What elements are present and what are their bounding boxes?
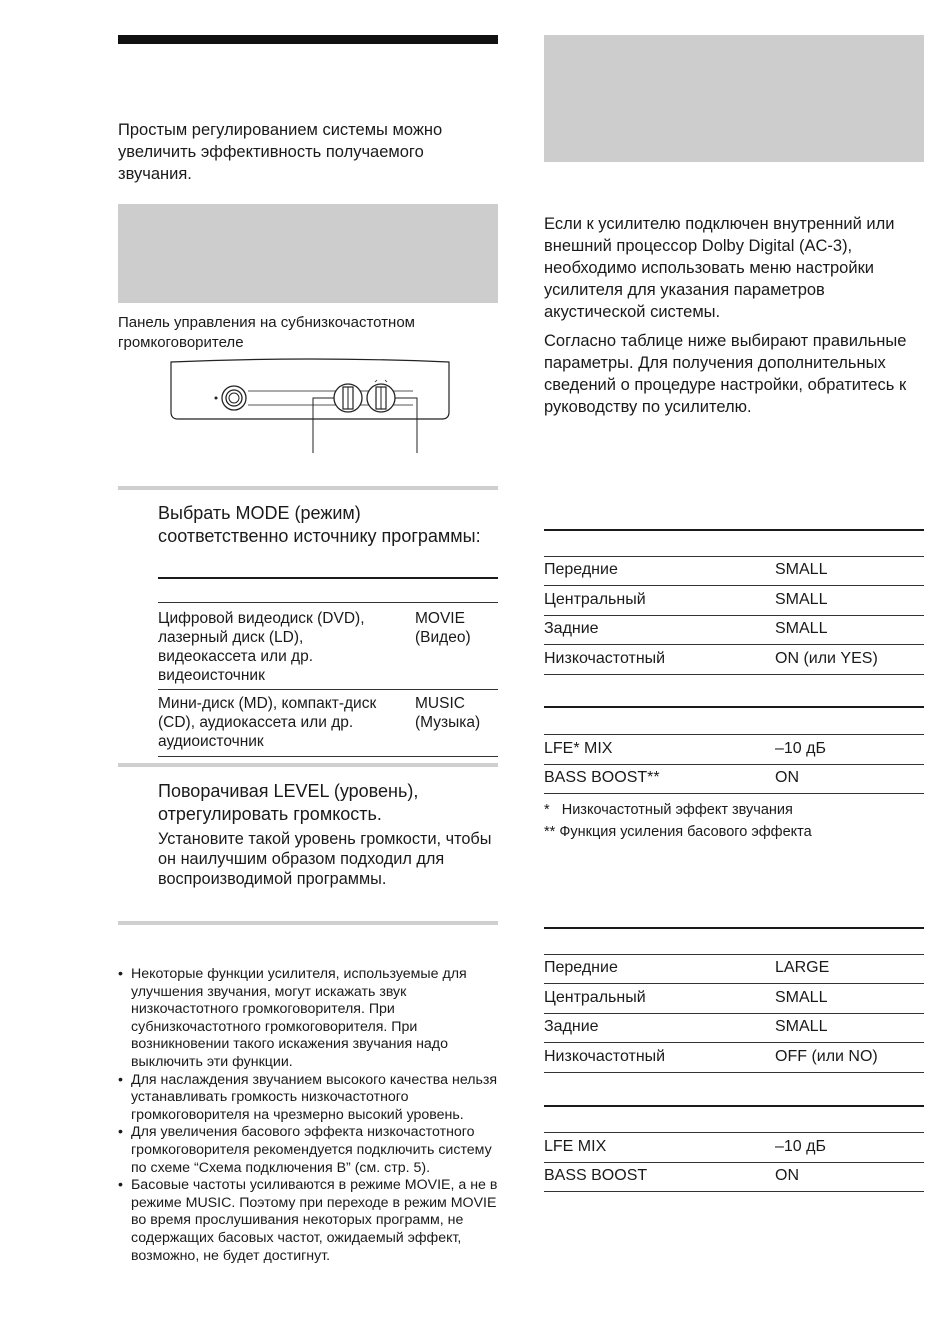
table3-bottom-rule	[544, 1072, 924, 1073]
grey-heading-block-left	[118, 204, 498, 303]
table2-value: ON	[775, 769, 799, 786]
level-knob-icon	[334, 384, 362, 412]
table-row-rule	[544, 585, 924, 586]
control-panel-diagram	[168, 358, 453, 453]
table4-value: –10 дБ	[775, 1138, 826, 1155]
table-row-rule	[544, 764, 924, 765]
mode-table-header-rule	[158, 602, 498, 603]
mode-value-music: MUSIC (Музыка)	[415, 695, 481, 731]
table3-top-rule	[544, 927, 924, 929]
table2-label: LFE* MIX	[544, 740, 613, 757]
table2-value: –10 дБ	[775, 740, 826, 757]
table1-label: Центральный	[544, 591, 646, 608]
note-item: • Для наслаждения звучанием высокого качества нельзя устанавливать громкость низкочастотного громкоговорителя на чрезмерно высокий уровень.	[118, 1072, 498, 1125]
section-top-bar	[118, 35, 498, 44]
table3-label: Низкочастотный	[544, 1048, 666, 1065]
table-row-rule	[544, 644, 924, 645]
table1-value: SMALL	[775, 620, 828, 637]
table3-label: Задние	[544, 1018, 599, 1035]
settings-paragraph: Согласно таблице ниже выбирают правильные параметры. Для получения дополнительных сведений о процедуре настройки, обратитесь к руководству по усилителю.	[544, 332, 907, 416]
table3-value: SMALL	[775, 989, 828, 1006]
step1-top-rule	[118, 486, 498, 490]
notes-list	[118, 966, 498, 1265]
table2-top-rule	[544, 706, 924, 708]
table-row-rule	[544, 615, 924, 616]
table1-value: SMALL	[775, 591, 828, 608]
intro-paragraph: Простым регулированием системы можно увеличить эффективность получаемого звучания.	[118, 121, 443, 183]
power-button-icon	[222, 386, 246, 410]
level-callout-line	[313, 398, 334, 453]
grey-heading-block-right	[544, 35, 924, 162]
mode-value-movie: MOVIE (Видео)	[415, 610, 471, 646]
table1-header-rule	[544, 556, 924, 557]
table4-top-rule	[544, 1105, 924, 1107]
table3-label: Центральный	[544, 989, 646, 1006]
mode-source-md: Мини-диск (MD), компакт-диск (CD), аудиокассета или др. аудиоисточник	[158, 695, 377, 750]
table4-value: ON	[775, 1167, 799, 1184]
table3-value: OFF (или NO)	[775, 1048, 878, 1065]
mode-callout-line	[395, 398, 417, 453]
table1-label: Задние	[544, 620, 599, 637]
table1-label: Передние	[544, 561, 618, 578]
table-row-rule	[544, 1162, 924, 1163]
table1-top-rule	[544, 529, 924, 531]
table4-header-rule	[544, 1132, 924, 1133]
table4-bottom-rule	[544, 1191, 924, 1192]
table-row-rule	[544, 1013, 924, 1014]
table-row-rule	[544, 983, 924, 984]
table3-value: LARGE	[775, 959, 830, 976]
note-item: • Басовые частоты усиливаются в режиме MOVIE, а не в режиме MUSIC. Поэтому при переходе в режим MOVIE во время прослушивания некоторых программ, не содержащих басовых частот, ожидаемый эффект, возможно, не будет достигнут.	[118, 1177, 498, 1265]
step2-body: Установите такой уровень громкости, чтобы он наилучшим образом подходил для воспроизводимой программы.	[158, 830, 492, 888]
table1-value: ON (или YES)	[775, 650, 878, 667]
table3-value: SMALL	[775, 1018, 828, 1035]
step2-bottom-rule	[118, 921, 498, 925]
table2-label: BASS BOOST**	[544, 769, 660, 786]
step2-top-rule	[118, 763, 498, 767]
step2-title: Поворачивая LEVEL (уровень), отрегулировать громкость.	[158, 781, 419, 824]
mode-table-bottom-rule	[158, 756, 498, 757]
table2-bottom-rule	[544, 793, 924, 794]
table1-label: Низкочастотный	[544, 650, 666, 667]
indicator-dot	[215, 397, 218, 400]
table4-label: BASS BOOST	[544, 1167, 648, 1184]
footnote-bass-boost: ** Функция усиления басового эффекта	[544, 824, 812, 840]
step1-title: Выбрать MODE (режим) соответственно источнику программы:	[158, 503, 481, 546]
note-item: • Для увеличения басового эффекта низкочастотного громкоговорителя рекомендуется подключить систему по схеме “Схема подключения B” (см. стр. 5).	[118, 1124, 498, 1177]
table1-bottom-rule	[544, 674, 924, 675]
table-row-rule	[544, 1042, 924, 1043]
dolby-paragraph: Если к усилителю подключен внутренний или внешний процессор Dolby Digital (AC-3), необходимо использовать меню настройки усилителя для указания параметров акустической системы.	[544, 215, 895, 321]
mode-switch-icon	[367, 380, 395, 412]
table3-label: Передние	[544, 959, 618, 976]
table2-header-rule	[544, 734, 924, 735]
table3-header-rule	[544, 954, 924, 955]
mode-source-dvd: Цифровой видеодиск (DVD), лазерный диск (LD), видеокассета или др. видеоисточник	[158, 610, 365, 684]
table4-label: LFE MIX	[544, 1138, 607, 1155]
footnote-lfe: * Низкочастотный эффект звучания	[544, 802, 793, 818]
panel-caption: Панель управления на субнизкочастотном громкоговорителе	[118, 314, 415, 351]
table1-value: SMALL	[775, 561, 828, 578]
mode-table-top-rule	[158, 577, 498, 579]
mode-table-row-rule	[158, 689, 498, 690]
note-item: • Некоторые функции усилителя, используемые для улучшения звучания, могут искажать звук низкочастотного громкоговорителя. При субнизкочастотного громкоговорителя. При возникновении такого искажения звучания надо выключить эти функции.	[118, 966, 498, 1072]
